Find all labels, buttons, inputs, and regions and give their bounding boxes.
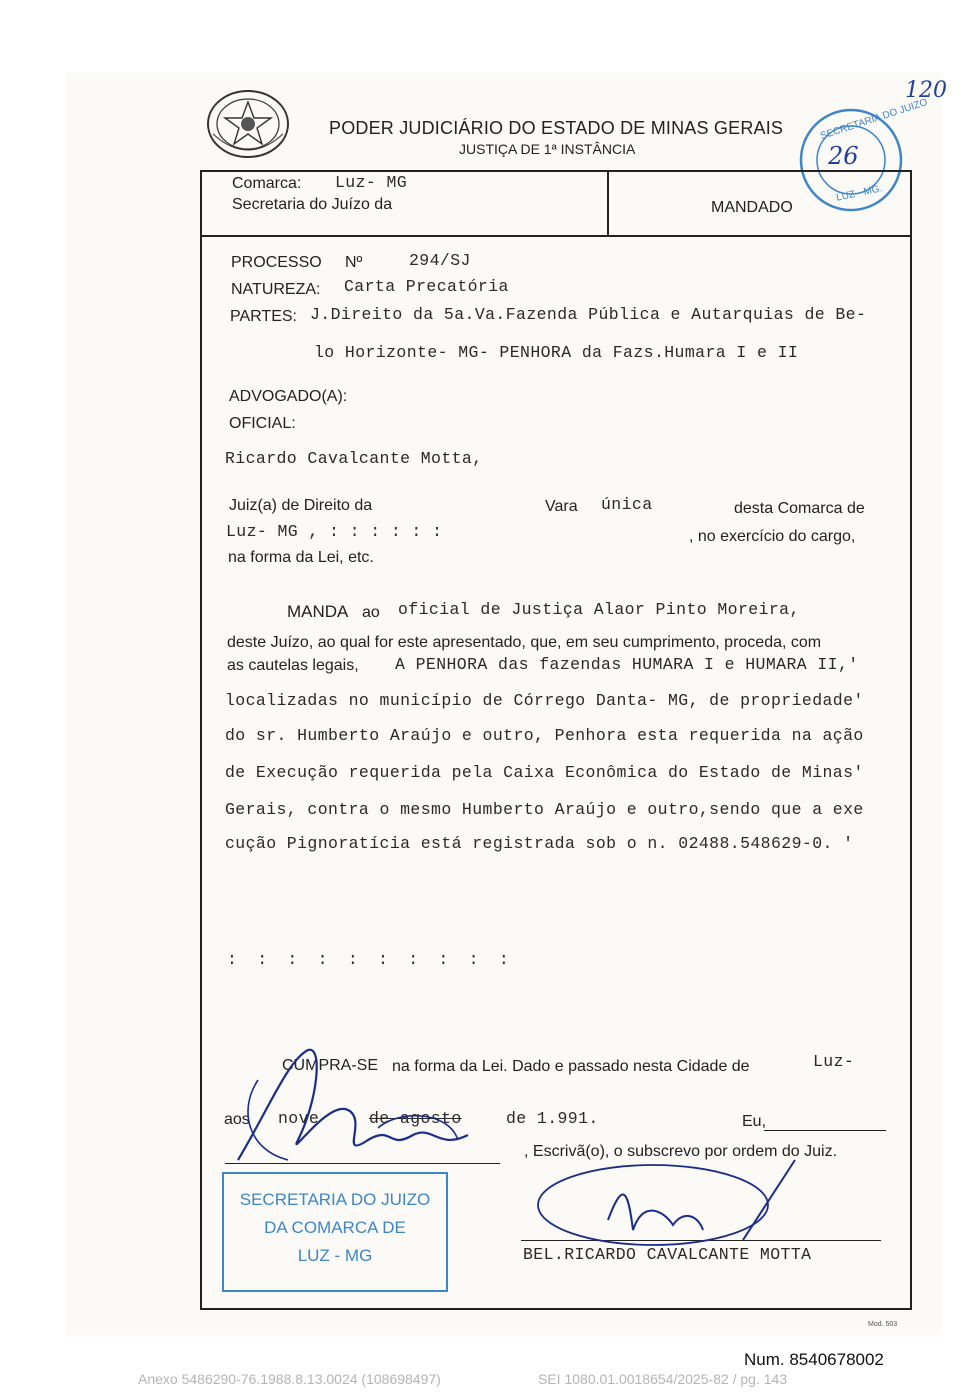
forma-lei-label: na forma da Lei, etc.: [228, 549, 374, 566]
processo-label: PROCESSO: [231, 254, 322, 271]
comarca-value: Luz- MG: [335, 173, 408, 192]
secretaria-box-stamp: [222, 1172, 448, 1292]
box-stamp-line-2: DA COMARCA DE: [264, 1218, 406, 1237]
round-stamp-number: 26: [828, 142, 859, 170]
box-stamp-line-1: SECRETARIA DO JUIZO: [239, 1190, 431, 1209]
body-line-7: Gerais, contra o mesmo Humberto Araújo e outro,sendo que a exe: [225, 800, 864, 819]
court-subtitle: JUSTIÇA DE 1ª INSTÂNCIA: [459, 141, 636, 157]
closing-year: de 1.991.: [506, 1109, 599, 1128]
form-code: Mod. 503: [868, 1321, 898, 1328]
numero-label: Nº: [345, 254, 363, 271]
secretaria-label: Secretaria do Juízo da: [232, 196, 393, 213]
exercicio-label: , no exercício do cargo,: [689, 528, 856, 545]
comarca-label: Comarca:: [232, 175, 302, 192]
body-line-3-typed: A PENHORA das fazendas HUMARA I e HUMARA II,': [395, 655, 859, 674]
filler-dots: : : : : : : : : : :: [227, 950, 514, 969]
document-number: Num. 8540678002: [744, 1350, 884, 1369]
juiz-label: Juiz(a) de Direito da: [229, 497, 373, 514]
natureza-label: NATUREZA:: [231, 281, 321, 298]
body-line-8: cução Pignoratícia está registrada sob o n. 02488.548629-0. ': [225, 834, 854, 853]
oficial-label: OFICIAL:: [229, 415, 296, 432]
court-title: PODER JUDICIÁRIO DO ESTADO DE MINAS GERAIS: [329, 118, 784, 138]
page-mark: 120: [905, 78, 947, 103]
manda-label: MANDA: [287, 602, 349, 621]
eu-label: Eu,: [742, 1113, 767, 1130]
aos-label: aos: [224, 1111, 250, 1128]
partes-line-1: J.Direito da 5a.Va.Fazenda Pública e Autarquias de Be-: [310, 305, 867, 324]
partes-line-2: lo Horizonte- MG- PENHORA da Fazs.Humara I e II: [314, 343, 799, 362]
signer-name: BEL.RICARDO CAVALCANTE MOTTA: [523, 1245, 812, 1264]
escriva-text: , Escrivã(o), o subscrevo por ordem do Juiz.: [524, 1143, 838, 1160]
body-line-1: oficial de Justiça Alaor Pinto Moreira,: [398, 600, 800, 619]
coat-of-arms-icon: [205, 88, 291, 160]
footer-sei: SEI 1080.01.0018654/2025-82 / pg. 143: [538, 1371, 788, 1387]
cumpra-label: CUMPRA-SE: [282, 1057, 379, 1074]
body-line-2: deste Juízo, ao qual for este apresentado, que, em seu cumprimento, proceda, com: [227, 634, 822, 651]
closing-month: de agosto: [369, 1109, 462, 1128]
body-line-4: localizadas no município de Córrego Danta- MG, de propriedade': [225, 691, 864, 710]
cumpra-rest: na forma da Lei. Dado e passado nesta Cidade de: [392, 1058, 750, 1075]
escriva-signature-icon: [533, 1150, 818, 1260]
box-stamp-line-3: LUZ - MG: [297, 1246, 373, 1265]
footer-anexo: Anexo 5486290-76.1988.8.13.0024 (108698497): [138, 1371, 441, 1387]
round-stamp-bottom: LUZ - MG.: [835, 183, 884, 204]
processo-value: 294/SJ: [409, 251, 471, 270]
oficial-value: Ricardo Cavalcante Motta,: [225, 449, 483, 468]
advogado-label: ADVOGADO(A):: [229, 388, 348, 405]
closing-city: Luz-: [813, 1052, 855, 1071]
vara-value: única: [601, 495, 653, 514]
city-value: Luz- MG , : : : : : :: [226, 522, 443, 541]
body-line-3-printed: as cautelas legais,: [227, 657, 359, 674]
closing-day: nove: [278, 1109, 320, 1128]
body-line-6: de Execução requerida pela Caixa Econômica do Estado de Minas': [225, 763, 864, 782]
eu-line: [764, 1130, 886, 1131]
partes-label: PARTES:: [230, 308, 297, 325]
header-divider: [200, 235, 912, 237]
vara-label: Vara: [545, 498, 578, 515]
round-stamp-top: SECRETARIA DO JUIZO: [819, 96, 930, 143]
natureza-value: Carta Precatória: [344, 277, 509, 296]
judge-signature-icon: [228, 1040, 518, 1180]
body-line-5: do sr. Humberto Araújo e outro, Penhora esta requerida na ação: [225, 726, 864, 745]
mandado-label: MANDADO: [711, 199, 793, 216]
ao-label: ao: [362, 604, 380, 621]
comarca-de-label: desta Comarca de: [734, 500, 865, 517]
header-split: [607, 170, 609, 236]
